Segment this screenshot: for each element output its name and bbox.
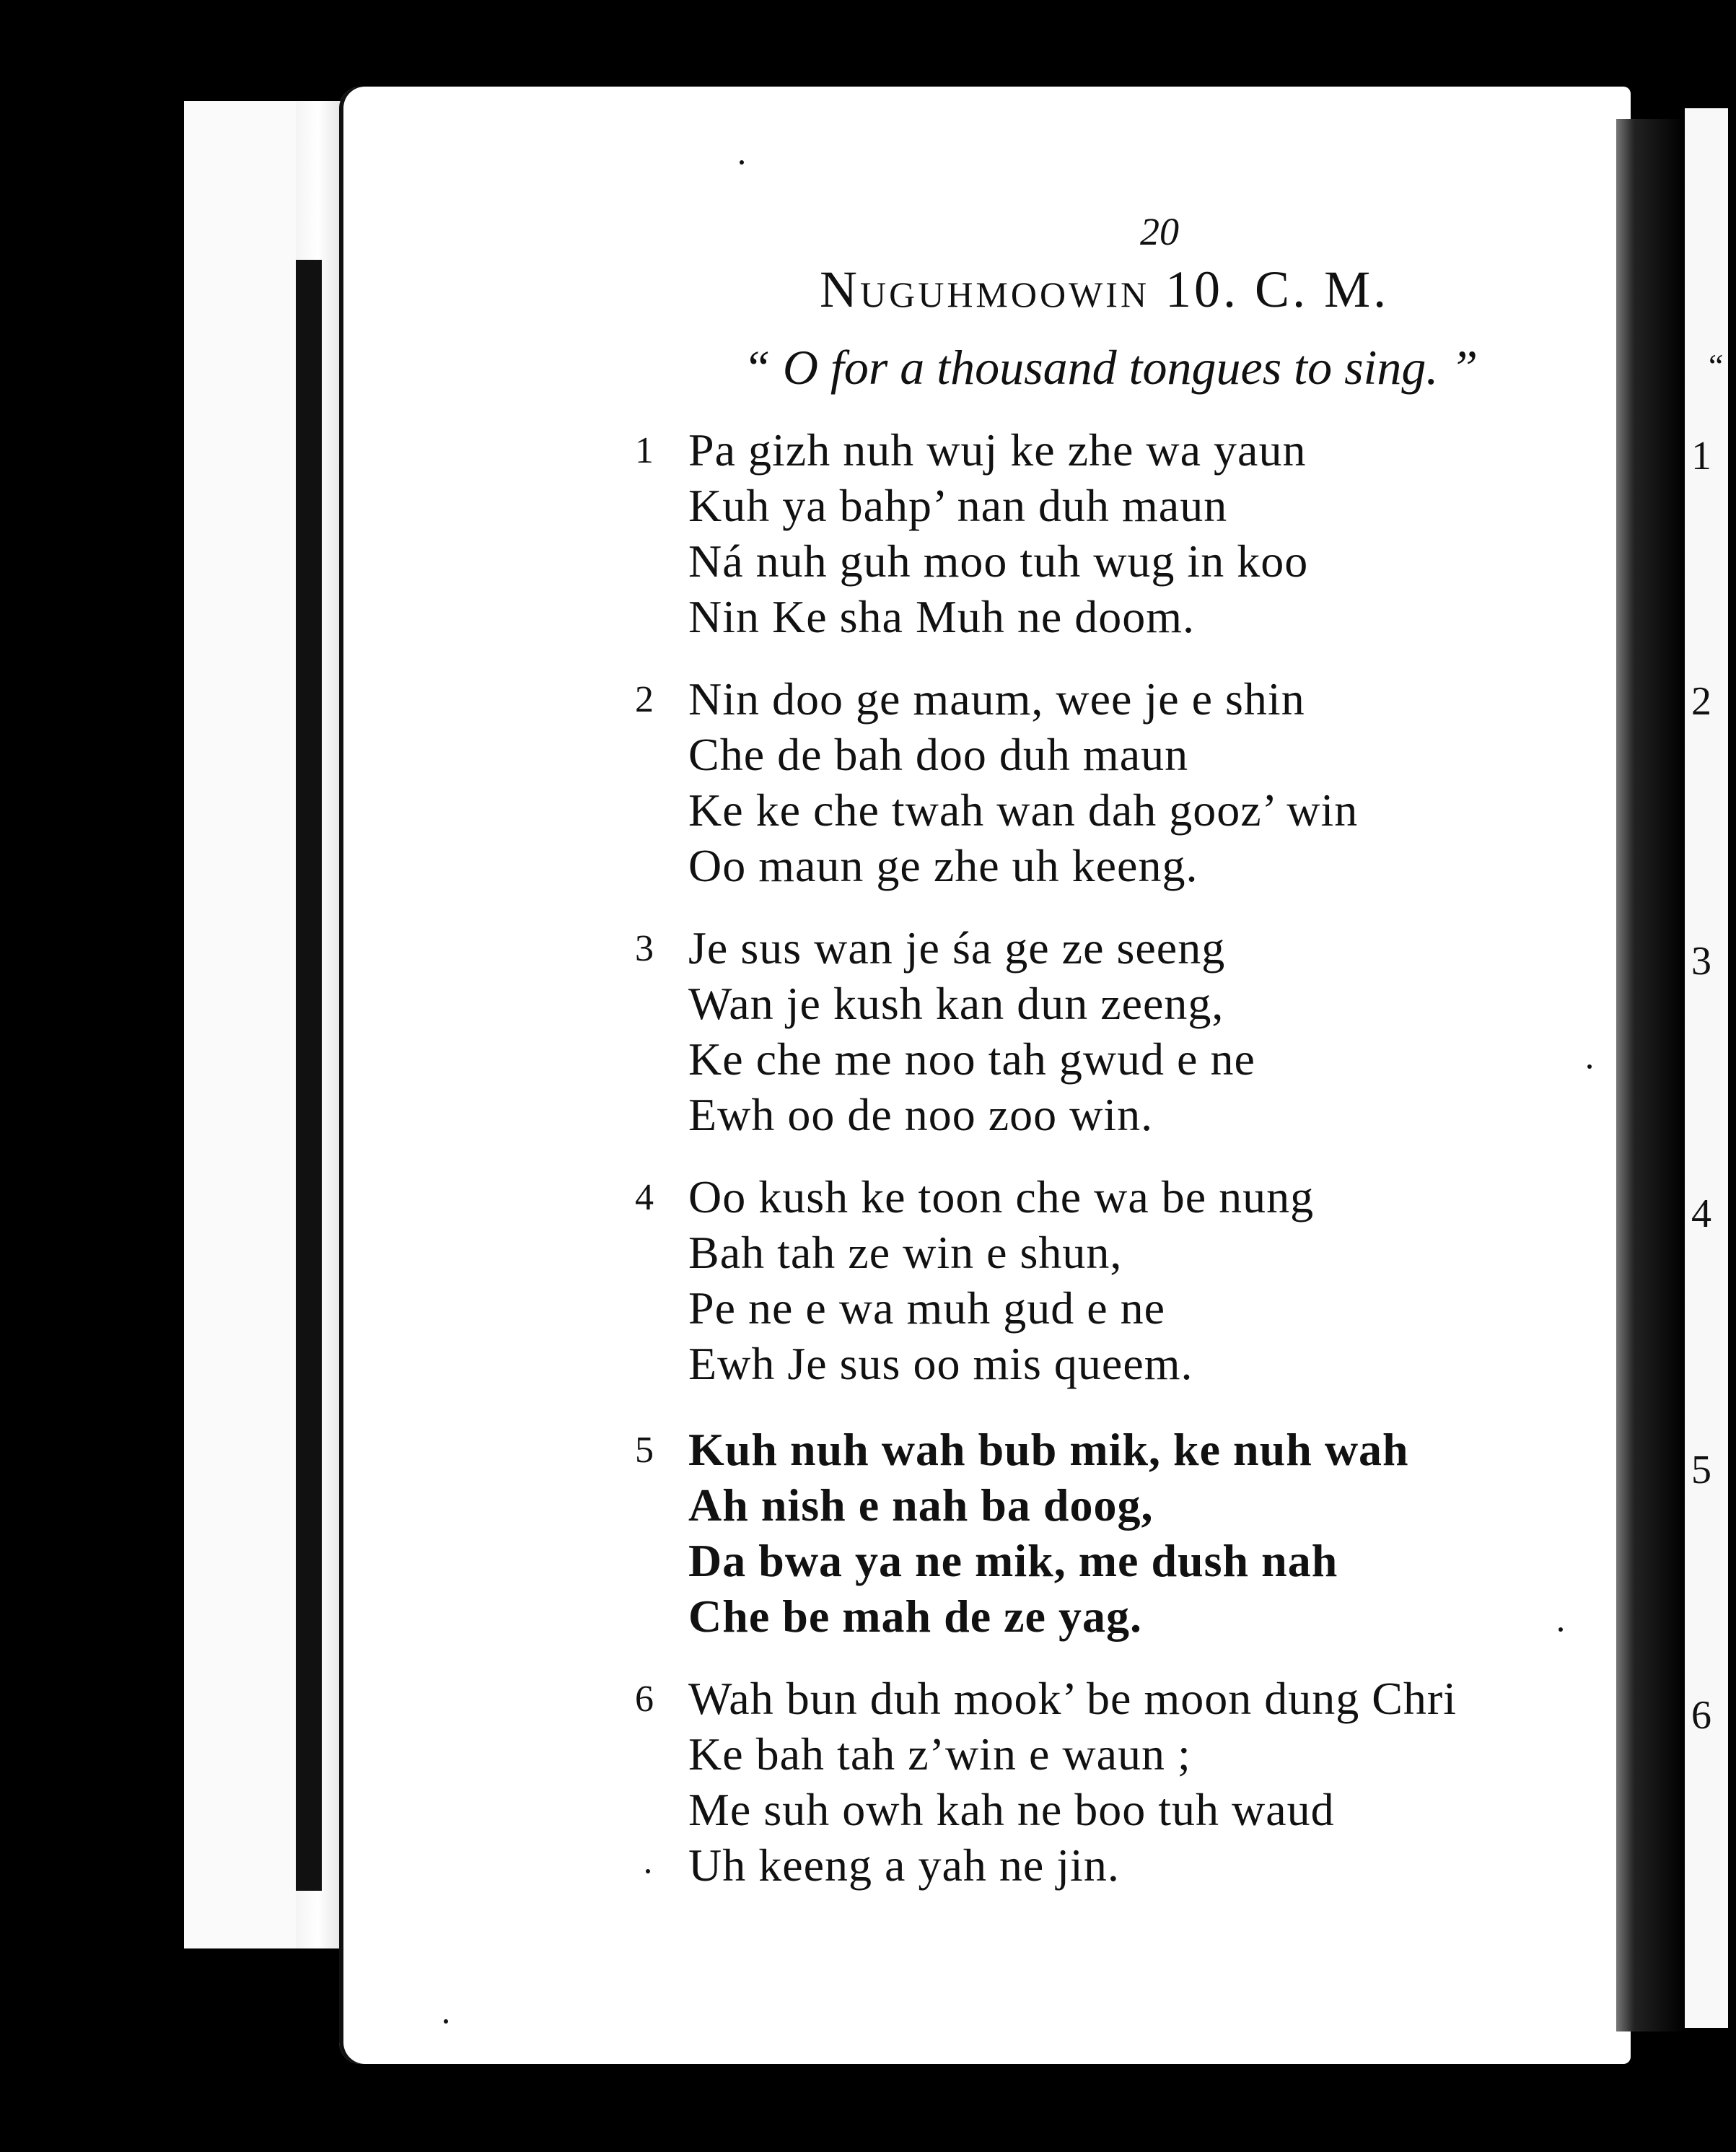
verse-line: Che de bah doo duh maun bbox=[688, 729, 1189, 780]
verse-line: Da bwa ya ne mik, me dush nah bbox=[688, 1535, 1338, 1586]
next-page-stanza-number: 1 bbox=[1691, 434, 1711, 478]
verse-line: Wah bun duh mook’ be moon dung Chri bbox=[688, 1673, 1457, 1724]
verse-line: Uh keeng a yah ne jin. bbox=[688, 1840, 1120, 1891]
verse-line: Ah nish e nah ba doog, bbox=[688, 1479, 1154, 1531]
verse-line: Kuh nuh wah bub mik, ke nuh wah bbox=[688, 1424, 1409, 1475]
verse-line: Ná nuh guh moo tuh wug in koo bbox=[688, 535, 1309, 587]
verse-line: Nin Ke sha Muh ne doom. bbox=[688, 591, 1196, 642]
verse-line: Ewh Je sus oo mis queem. bbox=[688, 1338, 1193, 1389]
verse-line: Je sus wan je śa ge ze seeng bbox=[688, 922, 1226, 974]
next-page-stanza-number: 3 bbox=[1691, 939, 1711, 984]
verse-line: Nin doo ge maum, wee je e shin bbox=[688, 673, 1305, 725]
verse-line: Pe ne e wa muh gud e ne bbox=[688, 1282, 1166, 1334]
next-page-quote-mark: “ bbox=[1709, 347, 1724, 384]
verse-line: Ke ke che twah wan dah gooz’ win bbox=[688, 784, 1359, 836]
stanza-number: 4 bbox=[635, 1177, 654, 1218]
stanza-number: 1 bbox=[635, 430, 654, 471]
verse-line: Me suh owh kah ne boo tuh waud bbox=[688, 1784, 1335, 1835]
stanza-number: 5 bbox=[635, 1430, 654, 1471]
verse-line: Oo kush ke toon che wa be nung bbox=[688, 1171, 1315, 1222]
scan-speck bbox=[1587, 1064, 1592, 1069]
next-page-sliver bbox=[1685, 108, 1728, 2028]
next-page-stanza-number: 4 bbox=[1691, 1191, 1711, 1236]
verse-line: Ewh oo de noo zoo win. bbox=[688, 1089, 1154, 1140]
verse-line: Pa gizh nuh wuj ke zhe wa yaun bbox=[688, 424, 1307, 476]
scan-speck bbox=[646, 1869, 650, 1873]
scan-speck bbox=[740, 160, 744, 165]
verse-line: Ke che me noo tah gwud e ne bbox=[688, 1033, 1255, 1085]
hymn-subtitle: “ O for a thousand tongues to sing. ” bbox=[743, 340, 1478, 395]
stanza-number: 6 bbox=[635, 1679, 654, 1720]
stanza-lines bbox=[688, 920, 1255, 1142]
page-number: 20 bbox=[1140, 210, 1179, 253]
scan-speck bbox=[1559, 1627, 1563, 1632]
stanza-lines bbox=[688, 1671, 1457, 1893]
stanza-number: 2 bbox=[635, 679, 654, 720]
hymn-title: Nuguhmoowin 10. C. M. bbox=[820, 261, 1390, 318]
verse-line: Kuh ya bahp’ nan duh maun bbox=[688, 480, 1228, 531]
verse-line: Bah tah ze win e shun, bbox=[688, 1227, 1123, 1278]
left-page-sheet bbox=[184, 101, 299, 1948]
verse-line: Ke bah tah z’win e waun ; bbox=[688, 1728, 1191, 1780]
verse-line: Wan je kush kan dun zeeng, bbox=[688, 978, 1224, 1029]
stanza-lines bbox=[688, 1169, 1314, 1391]
next-page-stanza-number: 5 bbox=[1691, 1448, 1711, 1492]
stanza-lines bbox=[688, 422, 1308, 644]
scan-speck bbox=[444, 2019, 448, 2024]
page-edge-shadow bbox=[296, 260, 322, 1891]
verse-line: Che be mah de ze yag. bbox=[688, 1591, 1142, 1642]
next-page-stanza-number: 2 bbox=[1691, 679, 1711, 724]
stanza-number: 3 bbox=[635, 928, 654, 969]
stanza-lines bbox=[688, 1422, 1409, 1644]
next-page-stanza-number: 6 bbox=[1691, 1693, 1711, 1738]
right-gutter bbox=[1616, 119, 1685, 2031]
stanza-lines bbox=[688, 671, 1358, 893]
verse-line: Oo maun ge zhe uh keeng. bbox=[688, 840, 1198, 891]
